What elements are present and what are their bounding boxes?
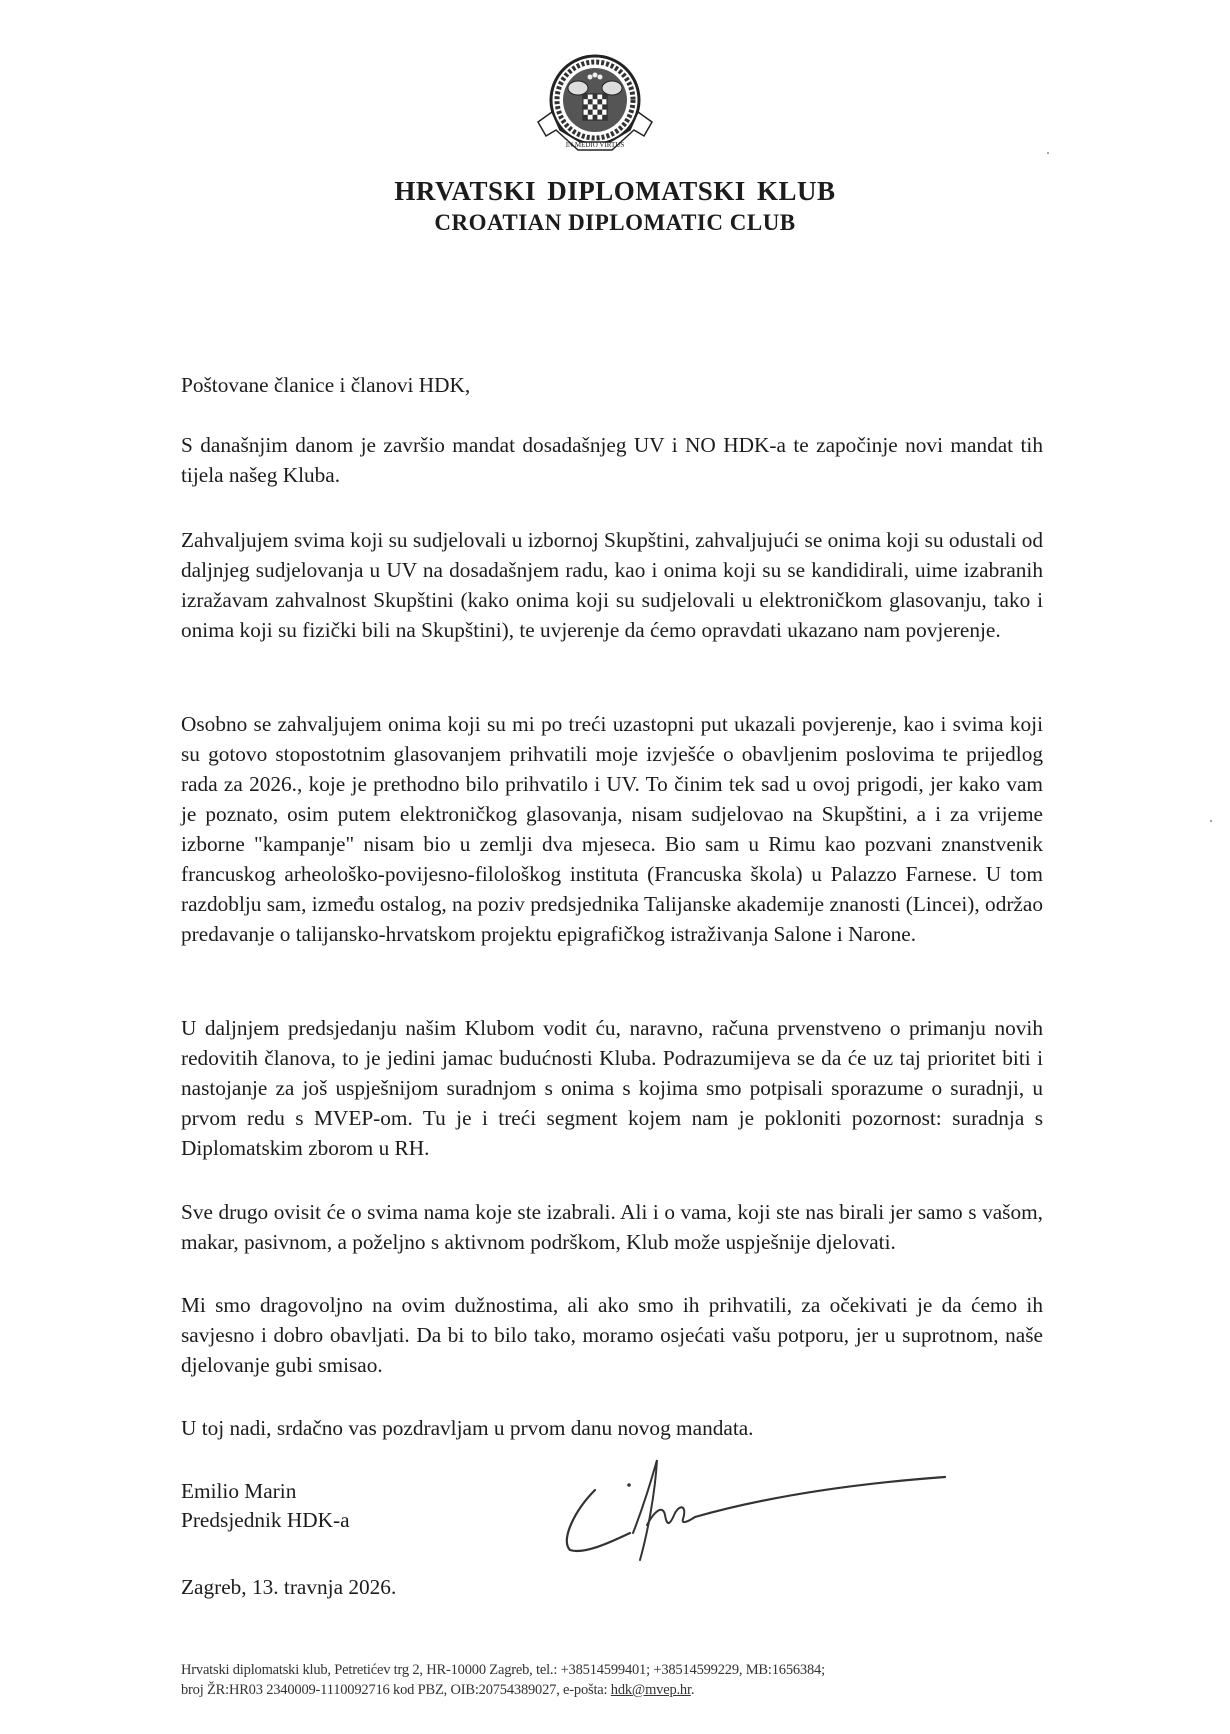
footer-bank-line: broj ŽR:HR03 2340009-1110092716 kod PBZ, OIB:20754389027, e-pošta: hdk@mvep.hr. xyxy=(181,1682,695,1698)
closing-line: U toj nadi, srdačno vas pozdravljam u prvom danu novog mandata. xyxy=(181,1416,754,1440)
paragraph-4: U daljnjem predsjedanju našim Klubom vodit ću, naravno, računa prvenstveno o primanju novih redovitih članova, to je jedini jamac budućnosti Kluba. Podrazumijeva se da će uz taj prioritet biti i nastojanje za još uspješnijom suradnjom s onima s kojima smo potpisali sporazume o suradnji, u prvom redu s MVEP-om. Tu je i treći segment kojem nam je pokloniti pozornost: suradnja s Diplomatskim zborom u RH. xyxy=(181,1016,1043,1160)
handwritten-signature-icon xyxy=(555,1455,955,1565)
paragraph-1: S današnjim danom je završio mandat dosadašnjeg UV i NO HDK-a te započinje novi mandat tih tijela našeg Kluba. xyxy=(181,433,1043,487)
place-and-date: Zagreb, 13. travnja 2026. xyxy=(181,1575,397,1599)
paragraph-3: Osobno se zahvaljujem onima koji su mi po treći uzastopni put ukazali povjerenje, kao i svima koji su gotovo stopostotnim glasovanjem prihvatili moje izvješće o obavljenim poslovima te prijedlog rada za 2026., koje je prethodno bilo prihvatilo i UV. To činim tek sad u ovoj prigodi, jer kako vam je poznato, osim putem elektroničkog glasovanja, nisam sudjelovao na Skupštini, a i za vrijeme izborne "kampanje" nisam bio u zemlji dva mjeseca. Bio sam u Rimu kao pozvani znanstvenik francuskog arheološko-povijesno-filološkog instituta (Francuska škola) u Palazzo Farnese. U tom razdoblju sam, između ostalog, na poziv predsjednika Talijanske akademije znanosti (Lincei), održao predavanje o talijansko-hrvatskom projektu epigrafičkog istraživanja Salone i Narone. xyxy=(181,712,1043,946)
greeting: Poštovane članice i članovi HDK, xyxy=(181,373,471,397)
svg-text:IN MEDIO VIRTUS: IN MEDIO VIRTUS xyxy=(565,141,625,149)
email-link[interactable]: hdk@mvep.hr xyxy=(610,1682,691,1698)
org-name-croatian: HRVATSKI DIPLOMATSKI KLUB xyxy=(394,176,836,206)
paragraph-2: Zahvaljujem svima koji su sudjelovali u izbornoj Skupštini, zahvaljujući se onima koji su odustali od daljnjeg sudjelovanja u UV na dosadašnjem radu, kao i onima koji su se kandidirali, uime izabranih izražavam zahvalnost Skupštini (kako onima koji su sudjelovali u elektroničkom glasovanju, tako i onima koji su fizički bili na Skupštini), te uvjerenje da ćemo opravdati ukazano nam povjerenje. xyxy=(181,528,1043,642)
footer-address-line: Hrvatski diplomatski klub, Petretićev trg 2, HR-10000 Zagreb, tel.: +38514599401; +38514599229, MB:1656384; xyxy=(181,1662,825,1678)
paragraph-5: Sve drugo ovisit će o svima nama koje ste izabrali. Ali i o vama, koji ste nas birali jer samo s vašom, makar, pasivnom, a poželjno s aktivnom podrškom, Klub može uspješnije djelovati. xyxy=(181,1200,1043,1254)
signatory-name: Emilio Marin xyxy=(181,1479,297,1503)
org-name-english: CROATIAN DIPLOMATIC CLUB xyxy=(434,210,796,235)
paragraph-6: Mi smo dragovoljno na ovim dužnostima, ali ako smo ih prihvatili, za očekivati je da ćemo ih savjesno i dobro obavljati. Da bi to bilo tako, moramo osjećati vašu potporu, jer u suprotnom, naše djelovanje gubi smisao. xyxy=(181,1293,1043,1377)
club-emblem-icon xyxy=(530,50,660,160)
signatory-title: Predsjednik HDK-a xyxy=(181,1508,350,1532)
scan-speck xyxy=(1210,820,1212,822)
letterhead-footer xyxy=(181,1660,1181,1700)
scan-speck xyxy=(1047,152,1049,154)
